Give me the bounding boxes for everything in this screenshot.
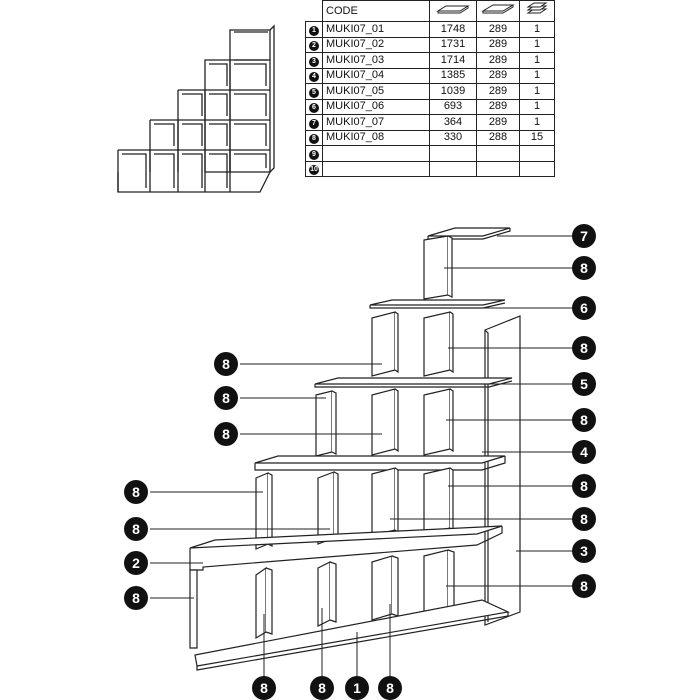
- table-row: [306, 146, 555, 162]
- row-width: 289: [477, 53, 520, 69]
- row-number: [306, 115, 323, 131]
- table-row: [306, 84, 555, 100]
- callout-number: 8: [260, 680, 268, 696]
- panel-8-r3c: [372, 468, 395, 536]
- callout-number: 8: [132, 484, 140, 500]
- panel-8-r4b: [318, 562, 330, 626]
- row-code: MUKI07_06: [323, 99, 430, 115]
- row-number-badge: 9: [309, 150, 319, 160]
- row-qty: 1: [520, 99, 555, 115]
- row-qty: 1: [520, 115, 555, 131]
- exploded-assembly-diagram: [0, 210, 700, 700]
- callout-c1: [345, 676, 369, 700]
- row-number-badge: 1: [309, 26, 319, 36]
- row-width: 289: [477, 99, 520, 115]
- panel-8-r3d: [424, 468, 450, 534]
- callout-number: 2: [132, 555, 140, 571]
- callout-number: 8: [386, 680, 394, 696]
- row-length: 1385: [430, 68, 477, 84]
- panel-4: [255, 456, 505, 463]
- row-length: [430, 161, 477, 177]
- callout-number: 8: [580, 340, 588, 356]
- header-blank: [306, 1, 323, 22]
- panel-5: [315, 378, 512, 384]
- row-number-badge: 7: [309, 119, 319, 129]
- callout-number: 8: [580, 578, 588, 594]
- row-width: [477, 161, 520, 177]
- table-row: [306, 53, 555, 69]
- callout-number: 8: [222, 390, 230, 406]
- callout-number: 6: [580, 300, 588, 316]
- row-number: [306, 99, 323, 115]
- row-code: MUKI07_07: [323, 115, 430, 131]
- row-length: 693: [430, 99, 477, 115]
- row-number-badge: 2: [309, 41, 319, 51]
- callout-c3: [572, 539, 596, 563]
- row-length: [430, 146, 477, 162]
- row-length: 1039: [430, 84, 477, 100]
- row-length: 330: [430, 130, 477, 146]
- row-qty: 1: [520, 22, 555, 38]
- row-number-badge: 5: [309, 88, 319, 98]
- row-width: [477, 146, 520, 162]
- callout-c8n: [310, 676, 334, 700]
- panel-8-r3b: [318, 472, 334, 544]
- table-row: [306, 161, 555, 177]
- row-code: MUKI07_08: [323, 130, 430, 146]
- table-row: [306, 115, 555, 131]
- callout-number: 8: [580, 260, 588, 276]
- row-number: [306, 84, 323, 100]
- row-number: [306, 53, 323, 69]
- panel-width-icon: [477, 1, 520, 22]
- panels: [190, 228, 520, 670]
- row-code: MUKI07_04: [323, 68, 430, 84]
- row-code: MUKI07_01: [323, 22, 430, 38]
- panel-8-r2b: [372, 389, 395, 455]
- row-qty: [520, 161, 555, 177]
- callout-c8d: [214, 386, 238, 410]
- row-width: 289: [477, 37, 520, 53]
- callout-c8l: [572, 574, 596, 598]
- row-number-badge: 4: [309, 72, 319, 82]
- callout-c8o: [378, 676, 402, 700]
- callout-c8i: [124, 517, 148, 541]
- row-number-badge: 3: [309, 57, 319, 67]
- callout-number: 8: [132, 521, 140, 537]
- panel-8-r1b: [424, 312, 450, 376]
- row-width: 289: [477, 22, 520, 38]
- callout-number: 8: [222, 356, 230, 372]
- row-width: 289: [477, 115, 520, 131]
- panel-8-r4c: [372, 556, 392, 620]
- row-qty: [520, 146, 555, 162]
- code-header: CODE: [323, 1, 430, 22]
- row-number: [306, 146, 323, 162]
- row-length: 364: [430, 115, 477, 131]
- row-code: MUKI07_02: [323, 37, 430, 53]
- row-code: [323, 146, 430, 162]
- row-code: MUKI07_05: [323, 84, 430, 100]
- row-qty: 1: [520, 84, 555, 100]
- panel-stack-quantity-icon: [520, 1, 555, 22]
- callout-number: 3: [580, 543, 588, 559]
- row-length: 1714: [430, 53, 477, 69]
- panel-8-r1a: [372, 312, 395, 376]
- callout-number: 8: [132, 590, 140, 606]
- callout-number: 1: [353, 680, 361, 696]
- panel-8-r4d: [424, 550, 448, 614]
- table-row: [306, 37, 555, 53]
- callout-number: 8: [580, 412, 588, 428]
- row-qty: 1: [520, 68, 555, 84]
- panel-length-icon: [430, 1, 477, 22]
- row-qty: 15: [520, 130, 555, 146]
- callout-c8h: [124, 480, 148, 504]
- panel-6: [370, 300, 505, 305]
- table-row: [306, 68, 555, 84]
- callout-number: 5: [580, 376, 588, 392]
- callout-number: 7: [580, 228, 588, 244]
- row-qty: 1: [520, 37, 555, 53]
- panel-1: [195, 600, 508, 666]
- table-row: [306, 99, 555, 115]
- callout-number: 8: [580, 478, 588, 494]
- callout-c8a: [572, 256, 596, 280]
- panel-3: [485, 316, 520, 625]
- callout-c4: [572, 440, 596, 464]
- panel-8-r2a: [316, 391, 332, 456]
- callout-c2: [124, 551, 148, 575]
- callout-number: 8: [222, 426, 230, 442]
- callout-c8b: [572, 336, 596, 360]
- row-number: [306, 68, 323, 84]
- callout-number: 4: [580, 444, 588, 460]
- row-number-badge: 10: [310, 166, 318, 174]
- table-row: [306, 130, 555, 146]
- row-qty: 1: [520, 53, 555, 69]
- callout-c8k: [124, 586, 148, 610]
- row-width: 288: [477, 130, 520, 146]
- callout-c8e: [572, 408, 596, 432]
- callout-c8c: [214, 352, 238, 376]
- callout-c5: [572, 372, 596, 396]
- row-code: MUKI07_03: [323, 53, 430, 69]
- callout-c7: [572, 224, 596, 248]
- row-number-badge: 6: [309, 103, 319, 113]
- callout-c8m: [252, 676, 276, 700]
- row-length: 1731: [430, 37, 477, 53]
- row-width: 289: [477, 84, 520, 100]
- callout-c8j: [572, 507, 596, 531]
- callout-c8f: [214, 422, 238, 446]
- row-number-badge: 8: [309, 134, 319, 144]
- row-width: 289: [477, 68, 520, 84]
- callout-number: 8: [318, 680, 326, 696]
- row-number: [306, 130, 323, 146]
- callout-c6: [572, 296, 596, 320]
- row-code: [323, 161, 430, 177]
- row-number: [306, 22, 323, 38]
- assembled-shelf-thumbnail: [110, 22, 280, 202]
- panel-8-r2c: [424, 389, 450, 455]
- row-number: [306, 161, 323, 177]
- callout-number: 8: [580, 511, 588, 527]
- row-length: 1748: [430, 22, 477, 38]
- callout-c8g: [572, 474, 596, 498]
- table-row: [306, 22, 555, 38]
- table-header-row: [306, 1, 555, 22]
- row-number: [306, 37, 323, 53]
- parts-table: [305, 0, 555, 177]
